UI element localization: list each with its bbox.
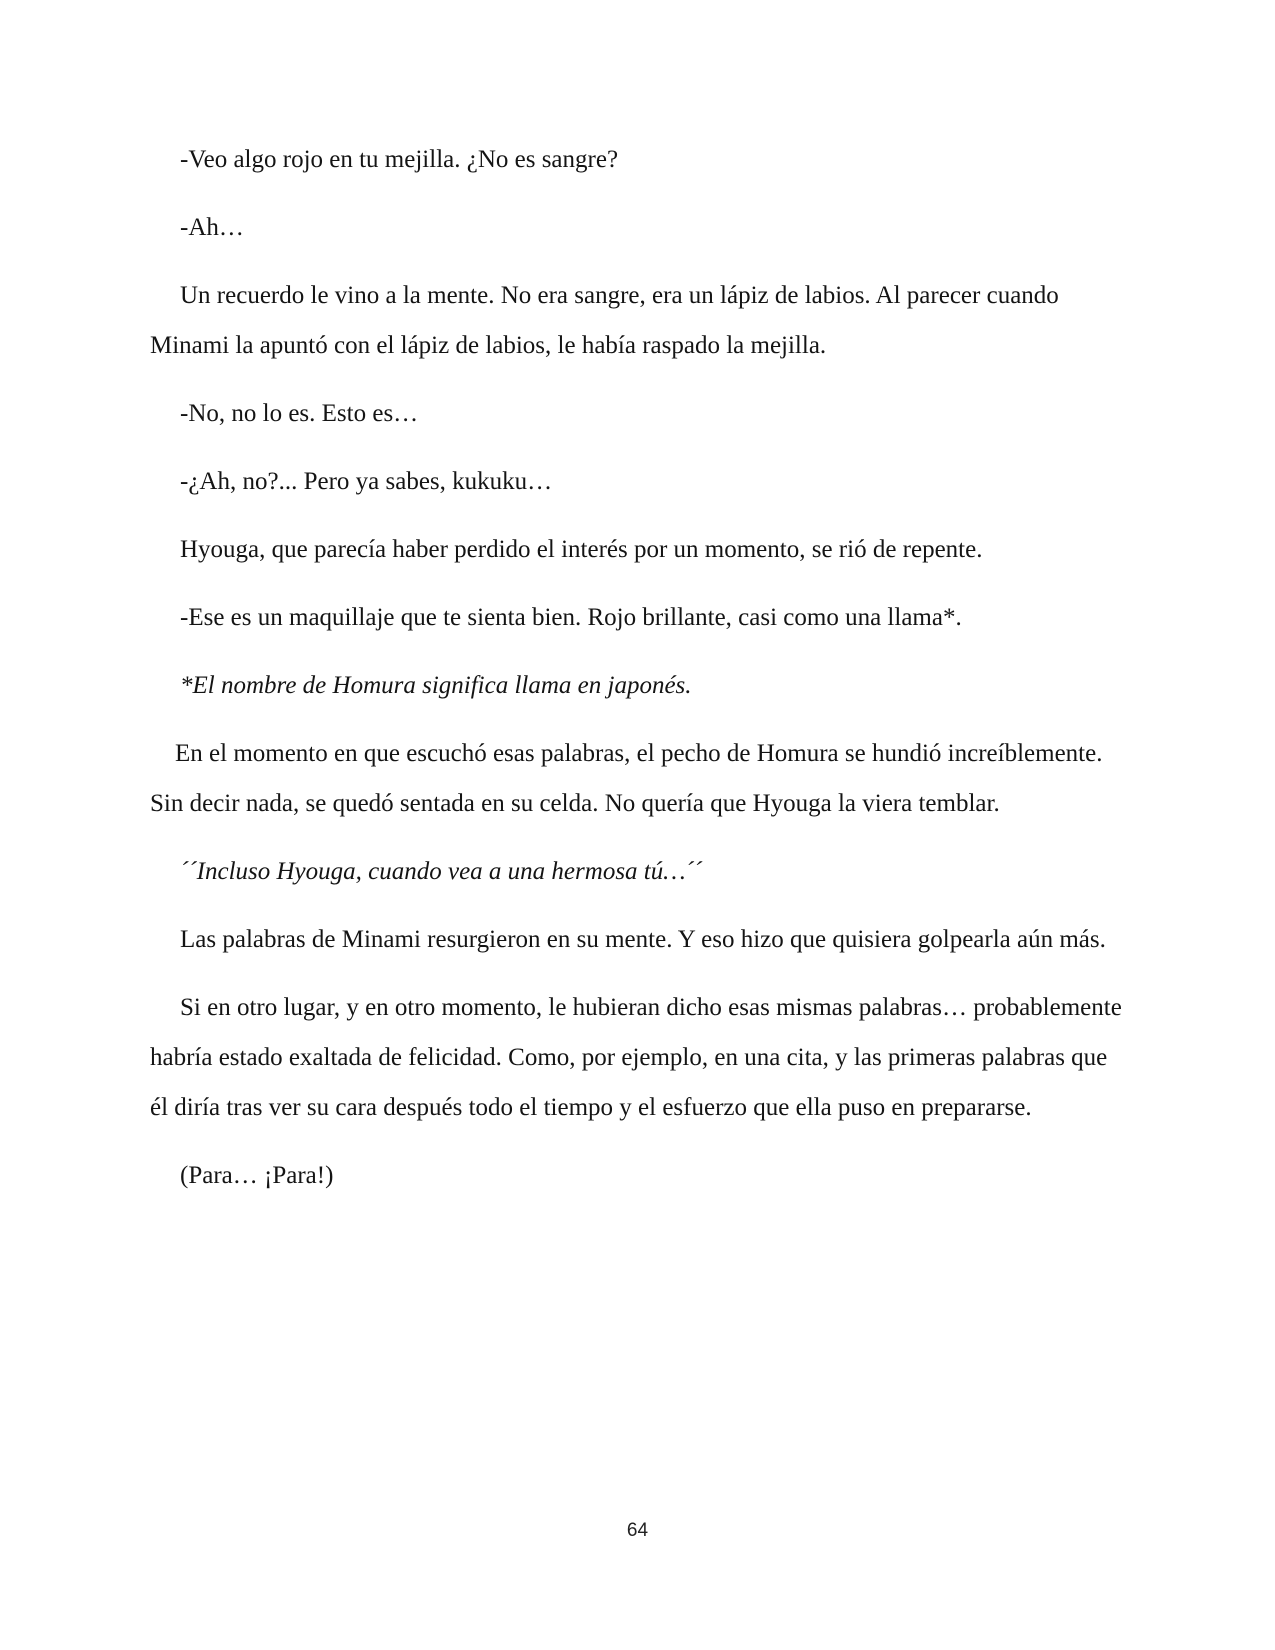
paragraph-7: -Ese es un maquillaje que te sienta bien. Rojo brillante, casi como una llama*. [180, 604, 962, 631]
footnote-paragraph: *El nombre de Homura significa llama en japonés. [180, 672, 692, 699]
paragraph-1: -Veo algo rojo en tu mejilla. ¿No es sangre? [180, 146, 619, 173]
paragraph-4: -No, no lo es. Esto es… [180, 400, 419, 427]
paragraph-5: -¿Ah, no?... Pero ya sabes, kukuku… [180, 468, 553, 495]
paragraph-2: -Ah… [180, 214, 244, 241]
paragraph-9: Las palabras de Minami resurgieron en su mente. Y eso hizo que quisiera golpearla aún más. [180, 926, 1106, 953]
paragraph-3: Un recuerdo le vino a la mente. No era sangre, era un lápiz de labios. Al parecer cuando Minami la apuntó con el lápiz de labios, le había raspado la mejilla. [150, 282, 1059, 359]
paragraph-8: En el momento en que escuchó esas palabras, el pecho de Homura se hundió increíblemente. Sin decir nada, se quedó sentada en su celda. No quería que Hyouga la viera temblar. [150, 740, 1103, 817]
body-text [150, 135, 1130, 1201]
paragraph-11: (Para… ¡Para!) [180, 1162, 334, 1189]
paragraph-6: Hyouga, que parecía haber perdido el interés por un momento, se rió de repente. [180, 536, 983, 563]
quote-paragraph: ´´Incluso Hyouga, cuando vea a una hermosa tú…´´ [180, 858, 703, 885]
paragraph-10: Si en otro lugar, y en otro momento, le hubieran dicho esas mismas palabras… probablemente habría estado exaltada de felicidad. Como, por ejemplo, en una cita, y las primeras palabras que él diría tras ver su cara después todo el tiempo y el esfuerzo que ella puso en prepararse. [150, 994, 1122, 1121]
page-number: 64 [626, 1520, 649, 1541]
